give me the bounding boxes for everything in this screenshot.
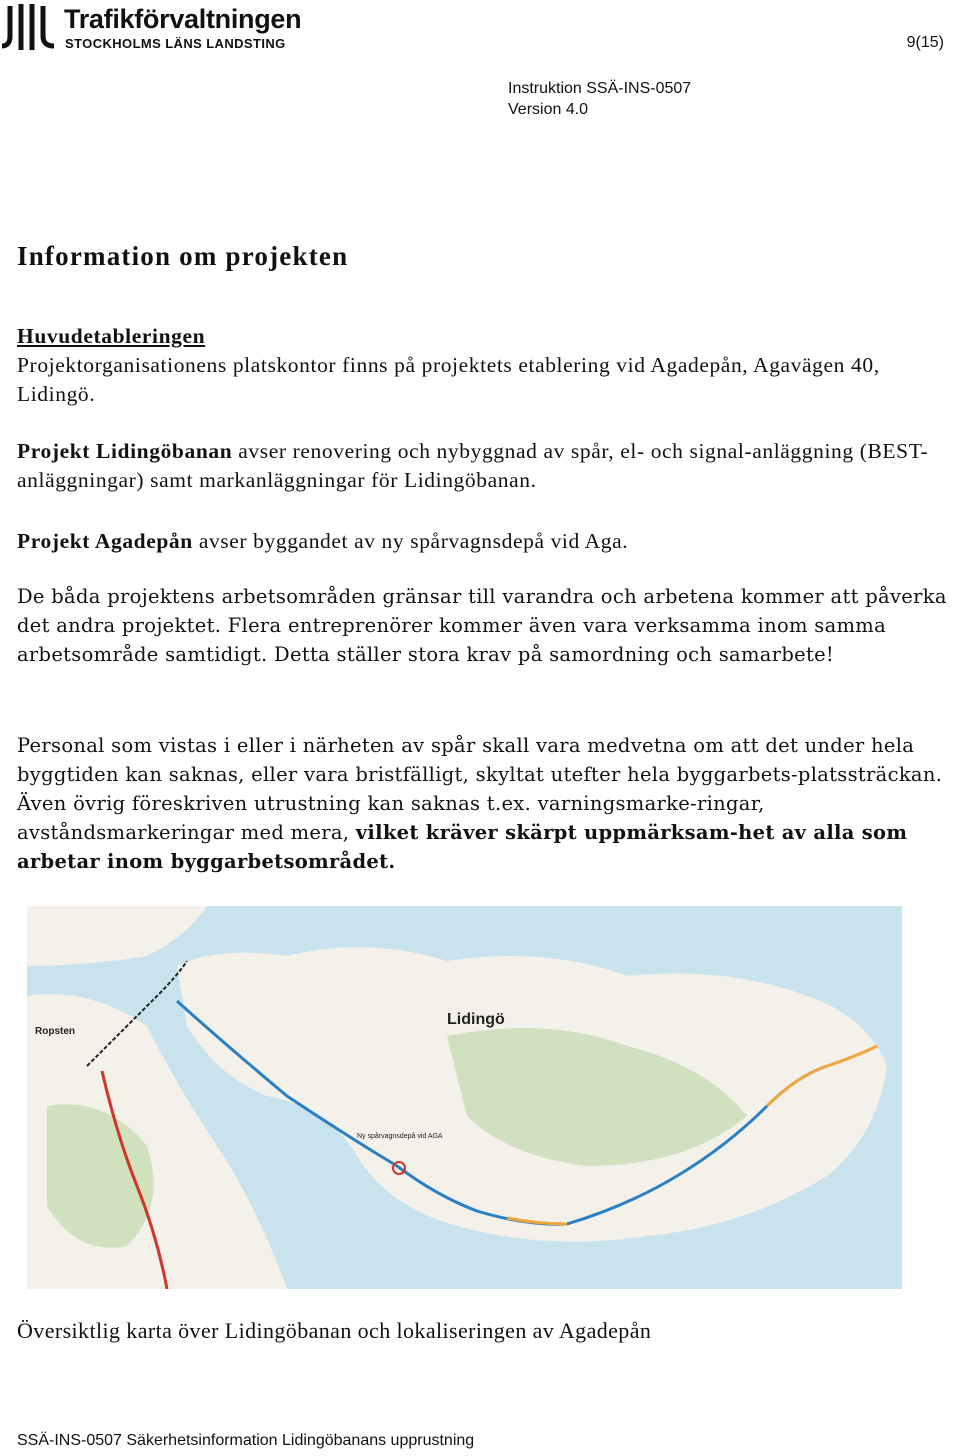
page-footer: SSÄ-INS-0507 Säkerhetsinformation Lidingöbanans upprustning bbox=[17, 1432, 475, 1449]
paragraph-coordination bbox=[17, 582, 959, 669]
paragraph-text: De båda projektens arbetsområden gränsar till varandra och arbetena kommer att påverka det andra projektet. Flera entreprenörer kommer även vara verksamma inom samma arbetsområde samtidigt. Detta ställer stora krav på samordning och samarbete! bbox=[17, 585, 947, 666]
header-logo bbox=[2, 2, 332, 54]
org-name: Trafikförvaltningen bbox=[64, 4, 302, 34]
figure-caption: Översiktlig karta över Lidingöbanan och lokaliseringen av Agadepån bbox=[17, 1318, 652, 1343]
paragraph-text: Projektorganisationens platskontor finns på projektets etablering vid Agadepån, Agavägen 40, Lidingö. bbox=[17, 353, 880, 406]
paragraph-agadepan bbox=[17, 527, 959, 556]
trafikforvaltningen-logo-icon bbox=[2, 2, 58, 52]
document-meta bbox=[508, 78, 691, 120]
map-label-lidingo: Lidingö bbox=[447, 1011, 505, 1028]
overview-map bbox=[27, 906, 902, 1289]
paragraph-huvudetableringen bbox=[17, 322, 959, 409]
emphasis-text: vilket kräver skärpt uppmärksam-het av alla som arbetar inom byggarbetsområdet. bbox=[17, 821, 908, 873]
paragraph-text: avser renovering och nybyggnad av spår, el- och signal-anläggning (BEST-anläggningar) samt markanläggningar för Lidingöbanan. bbox=[17, 439, 929, 492]
project-name: Projekt Agadepån bbox=[17, 529, 193, 553]
instruction-id: Instruktion SSÄ-INS-0507 bbox=[508, 80, 692, 97]
paragraph-text: avser byggandet av ny spårvagnsdepå vid Aga. bbox=[192, 529, 629, 553]
org-subtitle: STOCKHOLMS LÄNS LANDSTING bbox=[65, 36, 286, 51]
map-label-ropsten: Ropsten bbox=[35, 1026, 75, 1037]
paragraph-lidingobanan bbox=[17, 437, 959, 495]
paragraph-safety bbox=[17, 731, 959, 876]
map-label-depot: Ny spårvagnsdepå vid AGA bbox=[357, 1133, 443, 1140]
page-number: 9(15) bbox=[906, 34, 944, 51]
section-heading: Huvudetableringen bbox=[17, 324, 206, 348]
project-name: Projekt Lidingöbanan bbox=[17, 439, 233, 463]
version-label: Version 4.0 bbox=[508, 101, 589, 118]
page-title: Information om projekten bbox=[17, 241, 349, 271]
paragraph-text: Personal som vistas i eller i närheten av spår skall vara medvetna om att det under hela byggtiden kan saknas, eller vara bristfälligt, skyltat utefter hela byggarbets-platssträckan. Även övrig föreskriven utrustning kan saknas t.ex. varningsmarke-ringar, avståndsmarkeringar med mera, bbox=[17, 734, 943, 844]
